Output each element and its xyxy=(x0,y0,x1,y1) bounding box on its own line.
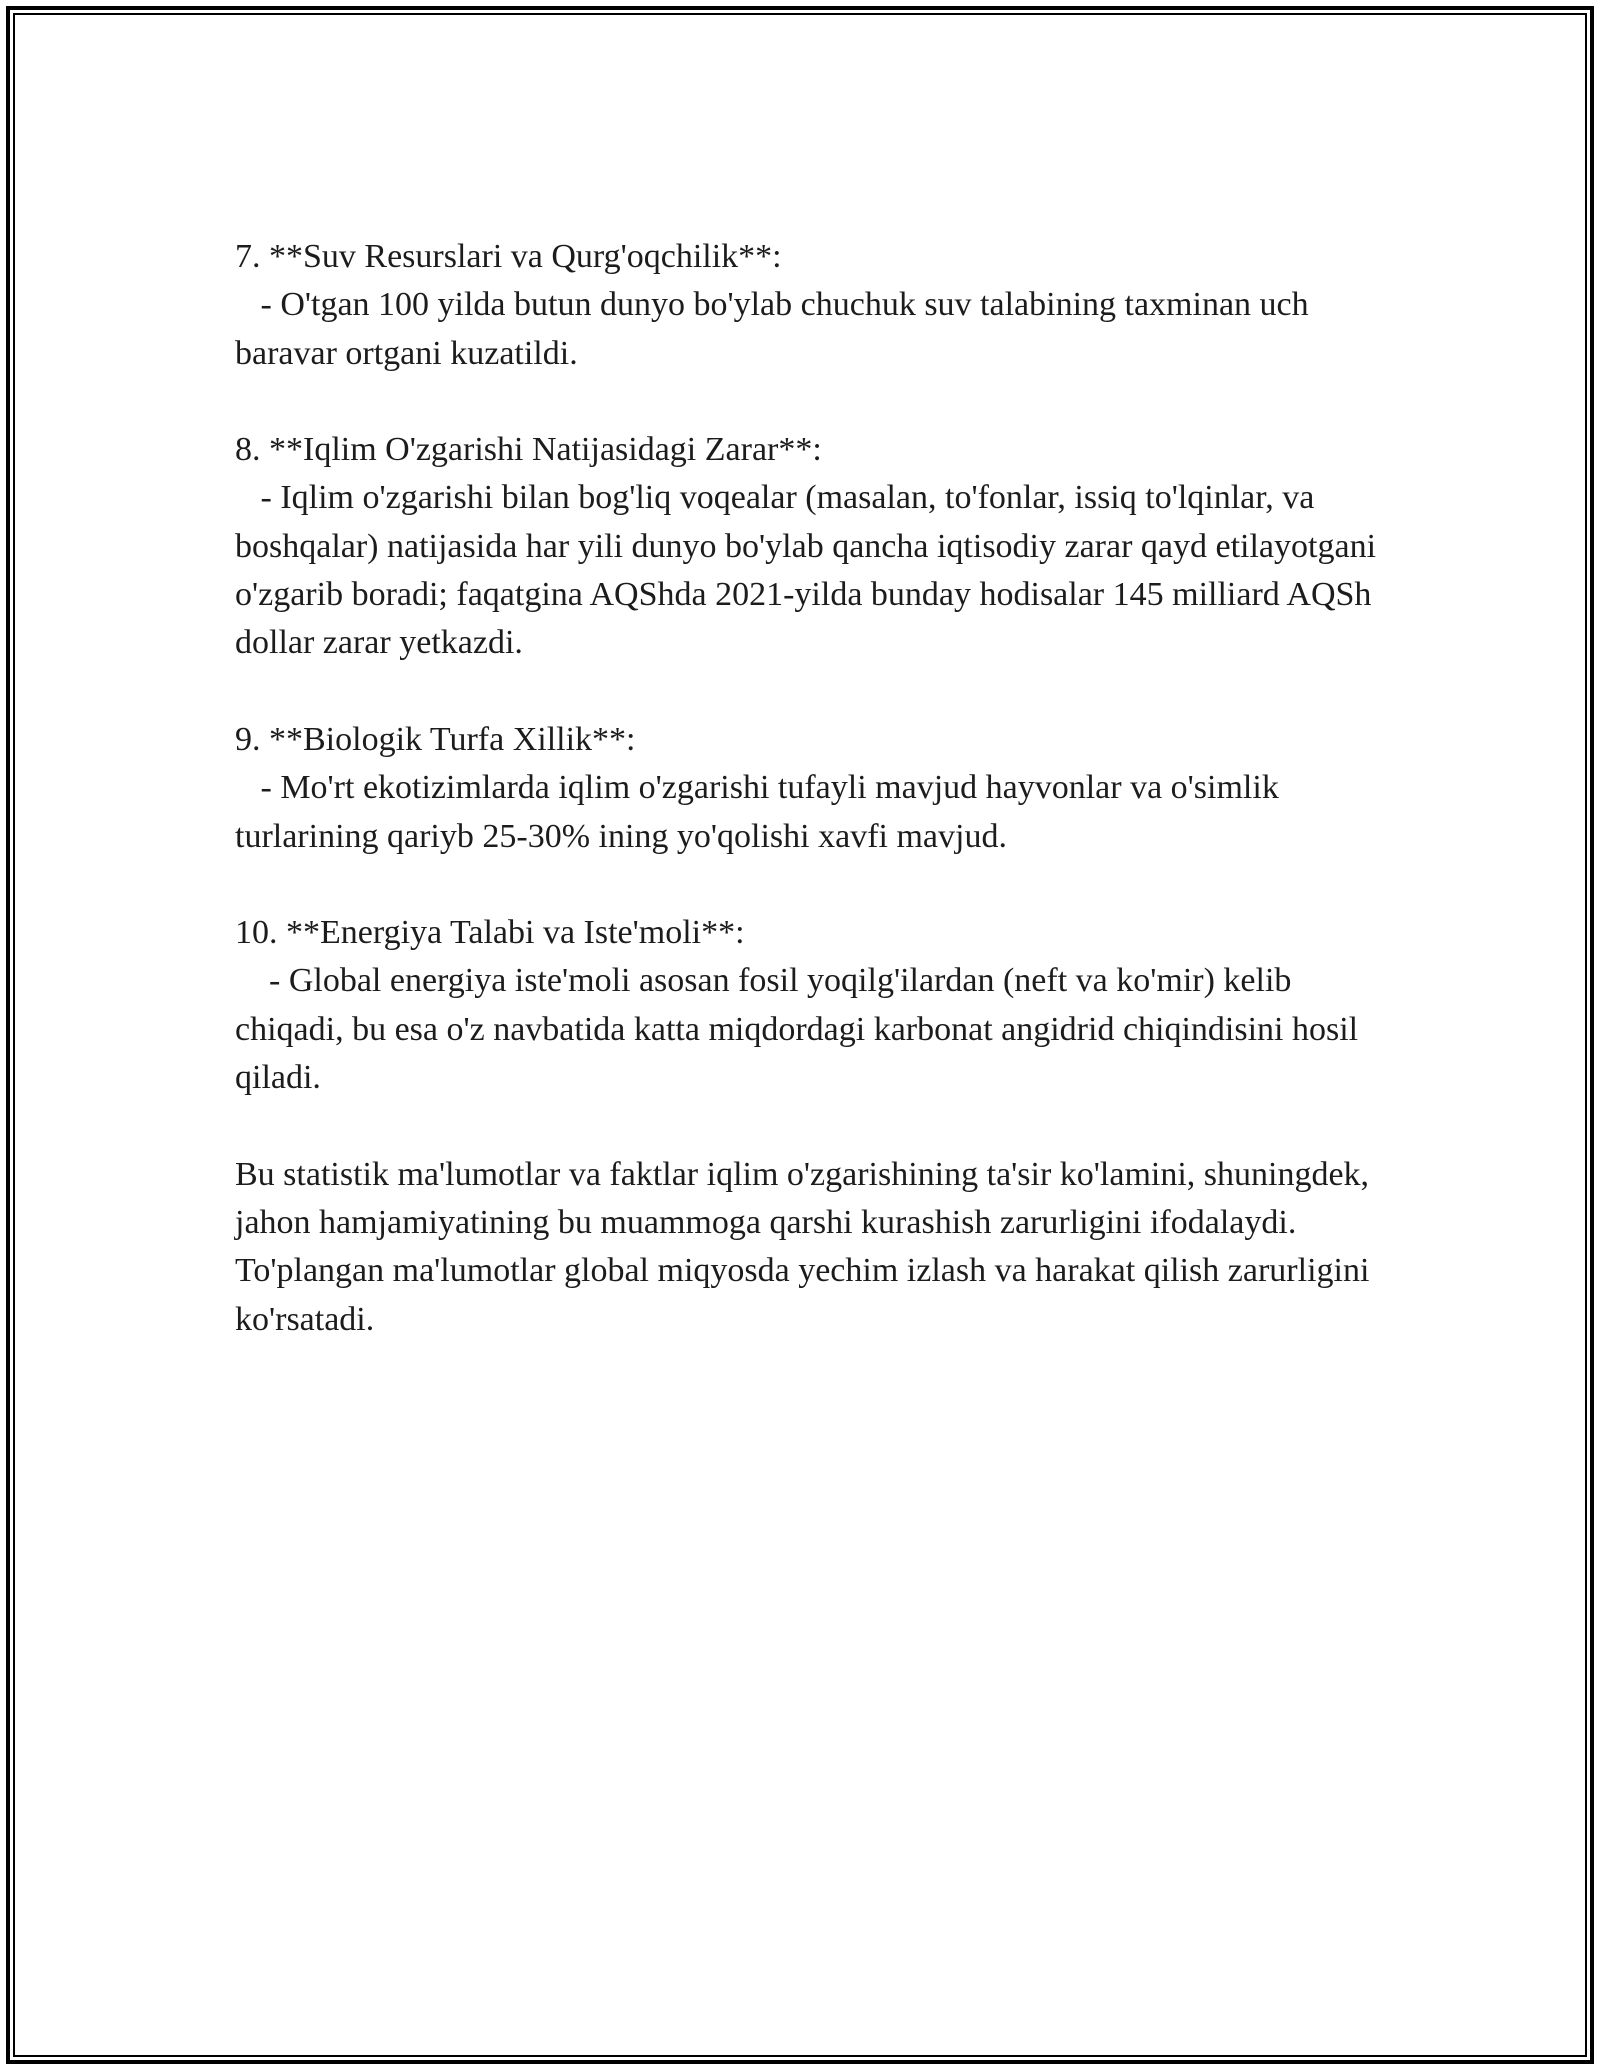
section-heading: 9. **Biologik Turfa Xillik**: xyxy=(235,720,636,758)
section-energy xyxy=(235,909,1385,1102)
section-text: - O'tgan 100 yilda butun dunyo bo'ylab chuchuk suv talabining taxminan uch baravar ortgani kuzatildi. xyxy=(235,286,1318,372)
section-biodiversity xyxy=(235,716,1385,861)
section-heading: 7. **Suv Resurslari va Qurg'oqchilik**: xyxy=(235,238,782,275)
conclusion-paragraph: Bu statistik ma'lumotlar va faktlar iqlim o'zgarishining ta'sir ko'lamini, shuningdek, jahon hamjamiyatining bu muammoga qarshi kurashish zarurligini ifodalaydi. To'plangan ma'lumotlar global miqyosda yechim izlash va harakat qilish zarurligini ko'rsatadi. xyxy=(235,1155,1378,1338)
section-text: - Iqlim o'zgarishi bilan bog'liq voqealar (masalan, to'fonlar, issiq to'lqinlar, va boshqalar) natijasida har yili dunyo bo'ylab qancha iqtisodiy zarar qayd etilayotgani o'zgarib boradi; faqatgina AQShda 2021-yilda bunday hodisalar 145 milliard AQSh dollar zarar yetkazdi. xyxy=(235,479,1385,662)
section-text: - Global energiya iste'moli asosan fosil yoqilg'ilardan (neft va ko'mir) kelib chiqadi, bu esa o'z navbatida katta miqdordagi karbonat angidrid chiqindisini hosil qiladi. xyxy=(235,962,1367,1097)
document-body xyxy=(235,233,1385,1344)
section-water-resources xyxy=(235,233,1385,378)
section-heading: 10. **Energiya Talabi va Iste'moli**: xyxy=(235,914,745,952)
section-text: - Mo'rt ekotizimlarda iqlim o'zgarishi tufayli mavjud hayvonlar va o'simlik turlarining qariyb 25-30% ining yo'qolishi xavfi mavjud. xyxy=(235,769,1288,855)
section-heading: 8. **Iqlim O'zgarishi Natijasidagi Zarar**: xyxy=(235,431,822,469)
section-climate-damage xyxy=(235,426,1385,667)
